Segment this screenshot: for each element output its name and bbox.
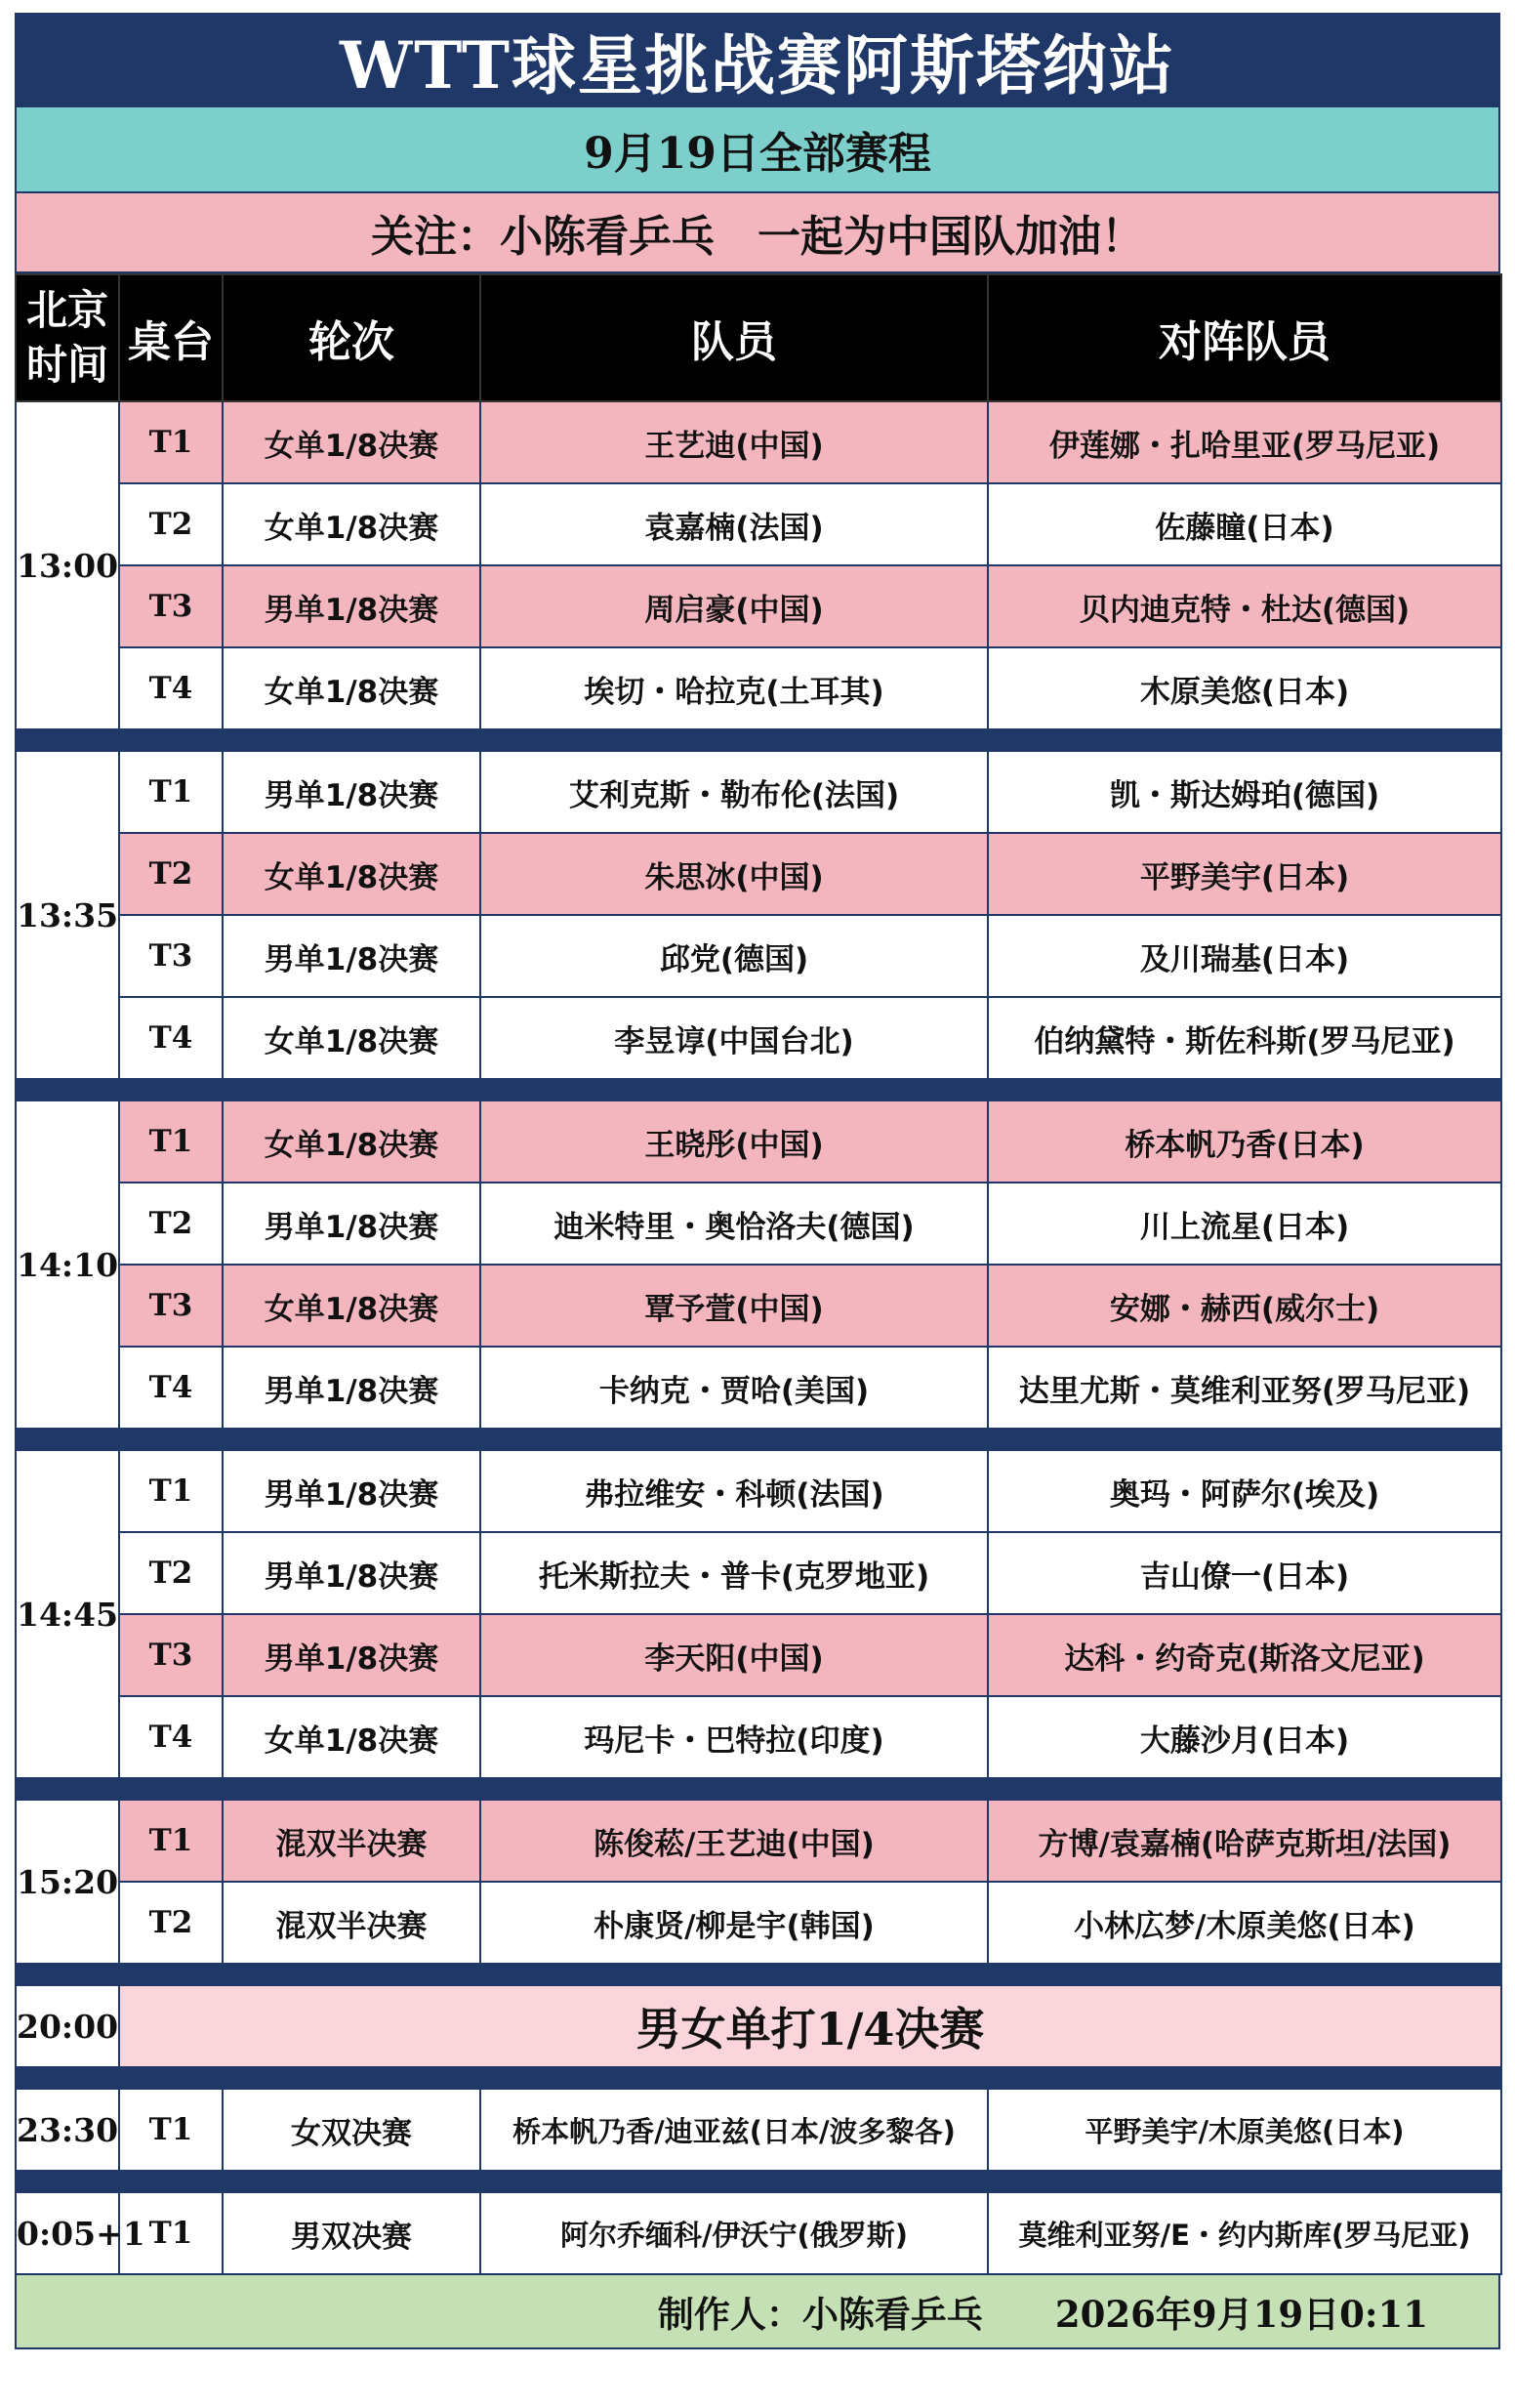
header-table: 桌台 [119,274,223,401]
table-number: T1 [119,751,223,833]
match-row [16,833,1501,915]
opponent-name: 奥玛・阿萨尔(埃及) [988,1450,1501,1532]
match-round: 混双半决赛 [223,1800,480,1882]
header-round: 轮次 [223,274,480,401]
table-number: T2 [119,1882,223,1964]
match-row [16,1882,1501,1964]
table-number: T1 [119,2089,223,2171]
match-row [16,1183,1501,1265]
special-session-label: 男女单打1/4决赛 [119,1985,1501,2067]
match-round: 女双决赛 [223,2089,480,2171]
player-name: 陈俊菘/王艺迪(中国) [480,1800,988,1882]
match-row [16,1100,1501,1183]
session-separator [16,2067,1501,2089]
match-round: 男双决赛 [223,2192,480,2274]
player-name: 卡纳克・贾哈(美国) [480,1347,988,1429]
session-time: 23:30 [16,2089,119,2171]
match-round: 男单1/8决赛 [223,1347,480,1429]
player-name: 埃切・哈拉克(土耳其) [480,647,988,729]
table-number: T1 [119,2192,223,2274]
opponent-name: 小林広梦/木原美悠(日本) [988,1882,1501,1964]
match-round: 女单1/8决赛 [223,647,480,729]
table-number: T1 [119,1800,223,1882]
table-number: T4 [119,997,223,1079]
session-separator [16,1964,1501,1985]
match-round: 女单1/8决赛 [223,1696,480,1778]
opponent-name: 木原美悠(日本) [988,647,1501,729]
match-round: 女单1/8决赛 [223,833,480,915]
schedule-table [15,273,1502,2275]
player-name: 迪米特里・奥恰洛夫(德国) [480,1183,988,1265]
player-name: 朴康贤/柳是宇(韩国) [480,1882,988,1964]
separator-bar [16,1079,1501,1100]
footer-credit: 制作人：小陈看乒乓 2026年9月19日0:11 [15,2275,1500,2349]
match-row [16,1800,1501,1882]
opponent-name: 川上流星(日本) [988,1183,1501,1265]
opponent-name: 莫维利亚努/E・约内斯库(罗马尼亚) [988,2192,1501,2274]
match-round: 女单1/8决赛 [223,997,480,1079]
match-row [16,401,1501,483]
session-separator [16,1079,1501,1100]
match-row [16,1265,1501,1347]
player-name: 李天阳(中国) [480,1614,988,1696]
player-name: 桥本帆乃香/迪亚兹(日本/波多黎各) [480,2089,988,2171]
player-name: 覃予萱(中国) [480,1265,988,1347]
table-number: T3 [119,1265,223,1347]
opponent-name: 桥本帆乃香(日本) [988,1100,1501,1183]
table-number: T1 [119,1100,223,1183]
separator-bar [16,2171,1501,2192]
match-round: 混双半决赛 [223,1882,480,1964]
match-round: 男单1/8决赛 [223,915,480,997]
player-name: 朱思冰(中国) [480,833,988,915]
player-name: 托米斯拉夫・普卡(克罗地亚) [480,1532,988,1614]
match-row [16,1450,1501,1532]
opponent-name: 凯・斯达姆珀(德国) [988,751,1501,833]
match-round: 女单1/8决赛 [223,1100,480,1183]
match-row [16,2089,1501,2171]
separator-bar [16,1778,1501,1800]
opponent-name: 及川瑞基(日本) [988,915,1501,997]
match-row [16,1696,1501,1778]
player-name: 王艺迪(中国) [480,401,988,483]
session-time: 15:20 [16,1800,119,1964]
match-round: 男单1/8决赛 [223,565,480,647]
opponent-name: 佐藤瞳(日本) [988,483,1501,565]
header-time [16,274,119,401]
match-round: 男单1/8决赛 [223,1532,480,1614]
follow-banner: 关注：小陈看乒乓 一起为中国队加油！ [15,193,1500,273]
match-row [16,1347,1501,1429]
header-row [16,274,1501,401]
opponent-name: 平野美宇/木原美悠(日本) [988,2089,1501,2171]
match-round: 男单1/8决赛 [223,1450,480,1532]
opponent-name: 安娜・赫西(威尔士) [988,1265,1501,1347]
session-time: 14:10 [16,1100,119,1429]
opponent-name: 平野美宇(日本) [988,833,1501,915]
player-name: 李昱谆(中国台北) [480,997,988,1079]
separator-bar [16,1429,1501,1450]
opponent-name: 达里尤斯・莫维利亚努(罗马尼亚) [988,1347,1501,1429]
schedule-sheet [15,13,1500,2349]
opponent-name: 方博/袁嘉楠(哈萨克斯坦/法国) [988,1800,1501,1882]
player-name: 阿尔乔缅科/伊沃宁(俄罗斯) [480,2192,988,2274]
header-time-label: 北京 时间 [25,286,108,389]
schedule-body [16,401,1501,2274]
session-time: 13:00 [16,401,119,729]
table-number: T3 [119,565,223,647]
match-round: 男单1/8决赛 [223,1183,480,1265]
match-round: 女单1/8决赛 [223,1265,480,1347]
opponent-name: 达科・约奇克(斯洛文尼亚) [988,1614,1501,1696]
match-row [16,2192,1501,2274]
date-banner: 9月19日全部赛程 [15,107,1500,193]
match-row [16,997,1501,1079]
session-separator [16,1778,1501,1800]
separator-bar [16,2067,1501,2089]
separator-bar [16,1964,1501,1985]
match-row [16,565,1501,647]
match-round: 男单1/8决赛 [223,751,480,833]
table-number: T2 [119,483,223,565]
table-number: T4 [119,647,223,729]
header-player: 队员 [480,274,988,401]
separator-bar [16,729,1501,751]
match-row [16,1614,1501,1696]
table-number: T3 [119,915,223,997]
header-opponent: 对阵队员 [988,274,1501,401]
match-row [16,751,1501,833]
match-round: 女单1/8决赛 [223,401,480,483]
table-number: T4 [119,1696,223,1778]
opponent-name: 大藤沙月(日本) [988,1696,1501,1778]
opponent-name: 伊莲娜・扎哈里亚(罗马尼亚) [988,401,1501,483]
player-name: 邱党(德国) [480,915,988,997]
table-number: T4 [119,1347,223,1429]
session-time: 0:05+1 [16,2192,119,2274]
opponent-name: 吉山僚一(日本) [988,1532,1501,1614]
table-number: T2 [119,1532,223,1614]
table-number: T1 [119,401,223,483]
page-title: WTT球星挑战赛阿斯塔纳站 [15,13,1500,107]
match-row [16,1532,1501,1614]
match-row [16,483,1501,565]
table-number: T1 [119,1450,223,1532]
match-round: 男单1/8决赛 [223,1614,480,1696]
player-name: 袁嘉楠(法国) [480,483,988,565]
player-name: 弗拉维安・科顿(法国) [480,1450,988,1532]
opponent-name: 贝内迪克特・杜达(德国) [988,565,1501,647]
session-time: 13:35 [16,751,119,1079]
match-row [16,915,1501,997]
player-name: 艾利克斯・勒布伦(法国) [480,751,988,833]
match-round: 女单1/8决赛 [223,483,480,565]
player-name: 王晓彤(中国) [480,1100,988,1183]
opponent-name: 伯纳黛特・斯佐科斯(罗马尼亚) [988,997,1501,1079]
session-separator [16,729,1501,751]
session-time: 20:00 [16,1985,119,2067]
table-number: T3 [119,1614,223,1696]
player-name: 玛尼卡・巴特拉(印度) [480,1696,988,1778]
session-separator [16,2171,1501,2192]
table-number: T2 [119,1183,223,1265]
session-time: 14:45 [16,1450,119,1778]
player-name: 周启豪(中国) [480,565,988,647]
match-row [16,647,1501,729]
session-separator [16,1429,1501,1450]
special-session-row [16,1985,1501,2067]
table-number: T2 [119,833,223,915]
